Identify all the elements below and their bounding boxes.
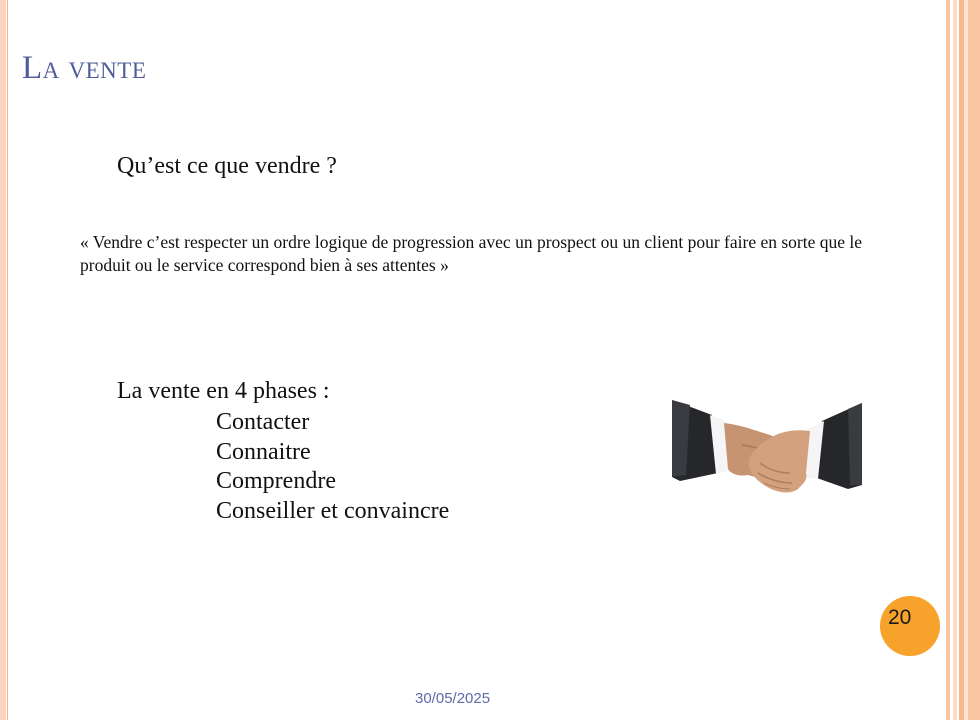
handshake-icon — [672, 385, 862, 527]
slide-title: La vente — [22, 50, 147, 86]
question-text: Qu’est ce que vendre ? — [117, 153, 337, 179]
phase-item: Contacter — [216, 409, 310, 435]
page-number: 20 — [888, 606, 912, 629]
phase-item: Comprendre — [216, 468, 336, 495]
phase-item: Connaitre — [216, 438, 311, 465]
definition-quote: « Vendre c’est respecter un ordre logique de progression avec un prospect ou un client pour faire en sorte que le produit ou le service correspond bien à ses attentes » — [80, 232, 863, 275]
left-border-decoration — [0, 0, 6, 720]
slide-date: 30/05/2025 — [415, 690, 491, 707]
right-border-decoration — [944, 0, 980, 720]
page-number-badge — [880, 596, 940, 656]
left-border-line — [7, 0, 8, 720]
phases-list — [216, 408, 449, 527]
phase-item: Conseiller et convaincre — [216, 498, 450, 525]
phases-heading: La vente en 4 phases : — [117, 378, 330, 404]
